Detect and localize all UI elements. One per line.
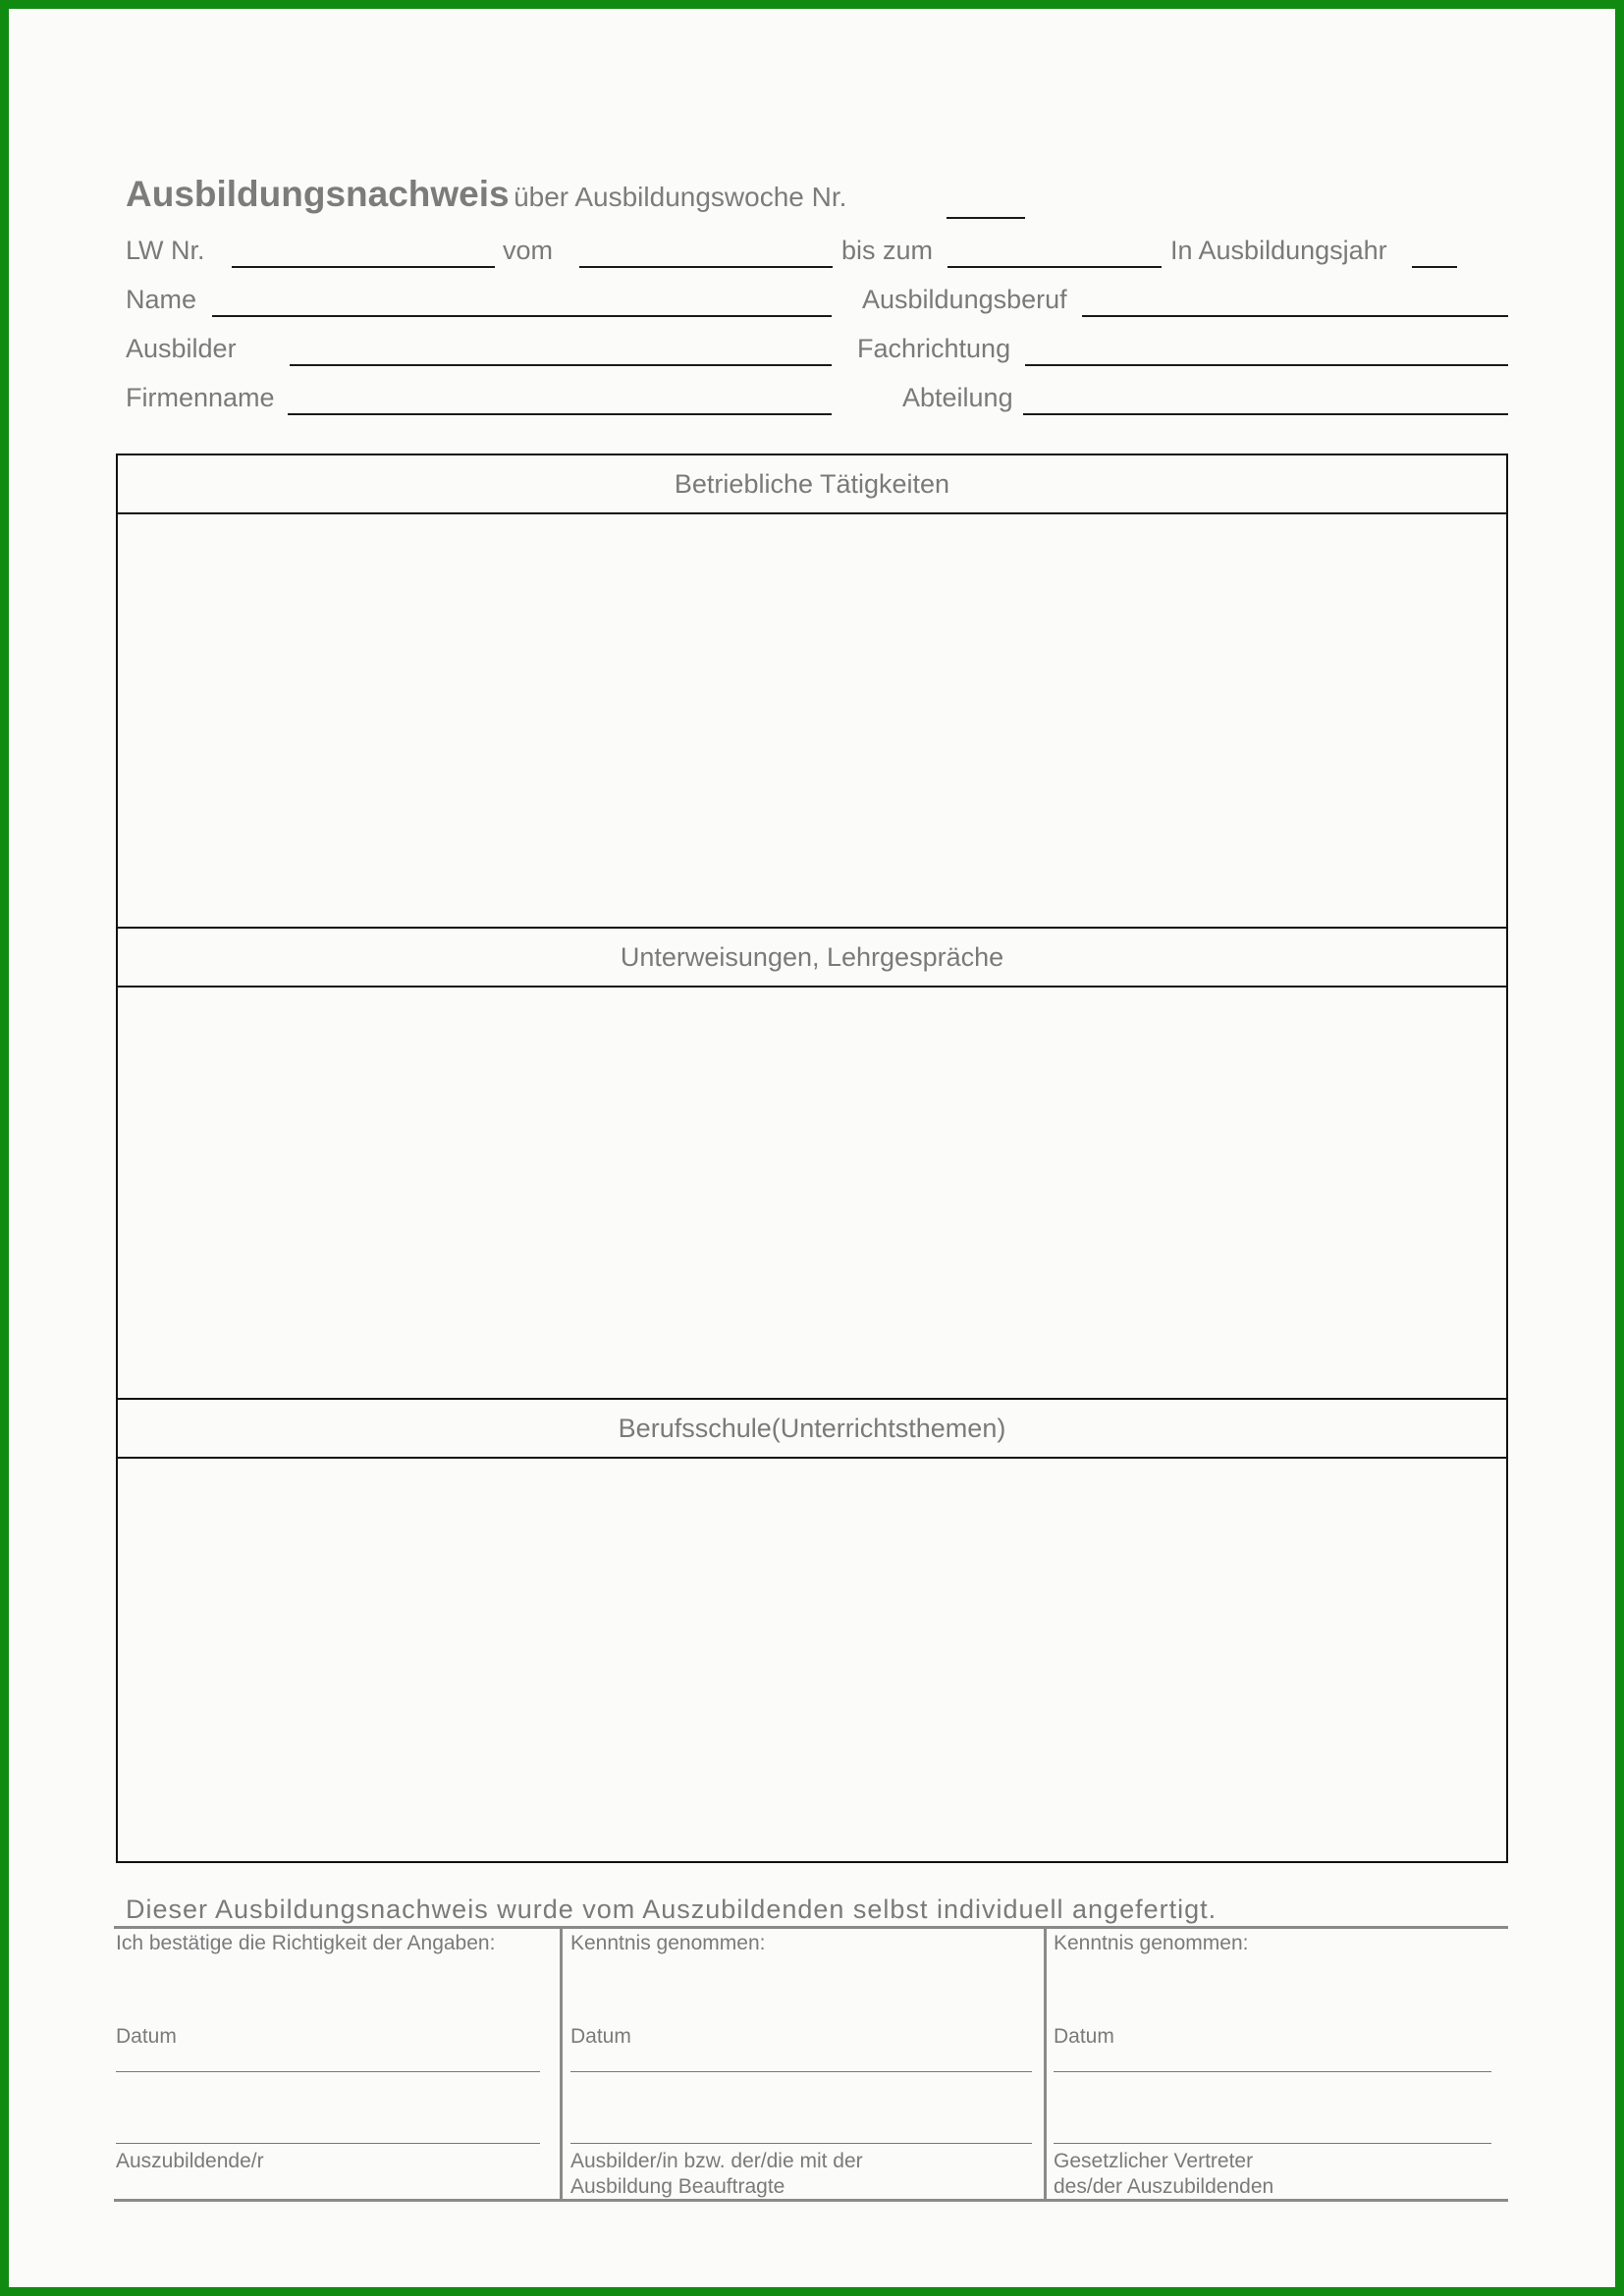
- ausbildungsberuf-field[interactable]: [1082, 315, 1508, 317]
- col3-datum-field[interactable]: [1054, 2071, 1491, 2072]
- col1-signer-label: Auszubildende/r: [116, 2150, 264, 2172]
- vom-field[interactable]: [579, 266, 833, 268]
- col2-datum-field[interactable]: [570, 2071, 1032, 2072]
- form-title: [126, 174, 846, 215]
- section-betrieb-area[interactable]: [118, 514, 1506, 927]
- fachrichtung-field[interactable]: [1025, 364, 1508, 366]
- ausbilder-label: Ausbilder: [126, 334, 237, 363]
- bis-zum-label: bis zum: [841, 236, 934, 265]
- name-field[interactable]: [212, 315, 832, 317]
- col3-signer-label-line2: des/der Auszubildenden: [1054, 2175, 1274, 2198]
- ausbilder-field[interactable]: [290, 364, 832, 366]
- col2-signer-label-line2: Ausbildung Beauftragte: [570, 2175, 785, 2198]
- ausbildungsjahr-label: In Ausbildungsjahr: [1170, 236, 1387, 265]
- title-subtitle: über Ausbildungswoche Nr.: [514, 182, 847, 212]
- col2-signature-field[interactable]: [570, 2143, 1032, 2144]
- firmenname-label: Firmenname: [126, 383, 275, 412]
- abteilung-label: Abteilung: [902, 383, 1013, 412]
- woche-nr-field[interactable]: [947, 217, 1025, 219]
- col3-heading: Kenntnis genommen:: [1054, 1932, 1249, 1954]
- col2-heading: Kenntnis genommen:: [570, 1932, 766, 1954]
- signature-bottom-rule: [114, 2199, 1508, 2202]
- title-bold: Ausbildungsnachweis: [126, 174, 510, 214]
- col1-signature-field[interactable]: [116, 2143, 540, 2144]
- self-made-note: Dieser Ausbildungsnachweis wurde vom Auszubildenden selbst individuell angefertigt.: [126, 1895, 1218, 1924]
- fachrichtung-label: Fachrichtung: [857, 334, 1011, 363]
- col3-signature-field[interactable]: [1054, 2143, 1491, 2144]
- section-betrieb-heading: Betriebliche Tätigkeiten: [674, 469, 950, 499]
- section-divider: [116, 1398, 1508, 1400]
- vom-label: vom: [503, 236, 554, 265]
- col2-signer-label-line1: Ausbilder/in bzw. der/die mit der: [570, 2150, 863, 2172]
- section-unterweisungen-area[interactable]: [118, 988, 1506, 1398]
- signature-column-divider: [1044, 1928, 1047, 2199]
- signature-top-rule: [114, 1926, 1508, 1929]
- name-label: Name: [126, 285, 197, 314]
- abteilung-field[interactable]: [1023, 413, 1508, 415]
- ausbildungsjahr-field[interactable]: [1412, 266, 1457, 268]
- col3-datum-label: Datum: [1054, 2025, 1114, 2048]
- col3-signer-label-line1: Gesetzlicher Vertreter: [1054, 2150, 1254, 2172]
- bis-zum-field[interactable]: [947, 266, 1162, 268]
- col2-datum-label: Datum: [570, 2025, 631, 2048]
- lw-nr-field[interactable]: [232, 266, 495, 268]
- section-berufsschule-area[interactable]: [118, 1459, 1506, 1861]
- section-berufsschule-heading: Berufsschule(Unterrichtsthemen): [618, 1414, 1006, 1443]
- lw-nr-label: LW Nr.: [126, 236, 205, 265]
- section-divider: [116, 927, 1508, 929]
- col1-heading: Ich bestätige die Richtigkeit der Angaben:: [116, 1932, 496, 1954]
- ausbildungsberuf-label: Ausbildungsberuf: [862, 285, 1067, 314]
- section-unterweisungen-heading: Unterweisungen, Lehrgespräche: [620, 942, 1004, 972]
- signature-column-divider: [560, 1928, 563, 2199]
- col1-datum-field[interactable]: [116, 2071, 540, 2072]
- firmenname-field[interactable]: [288, 413, 832, 415]
- col1-datum-label: Datum: [116, 2025, 177, 2048]
